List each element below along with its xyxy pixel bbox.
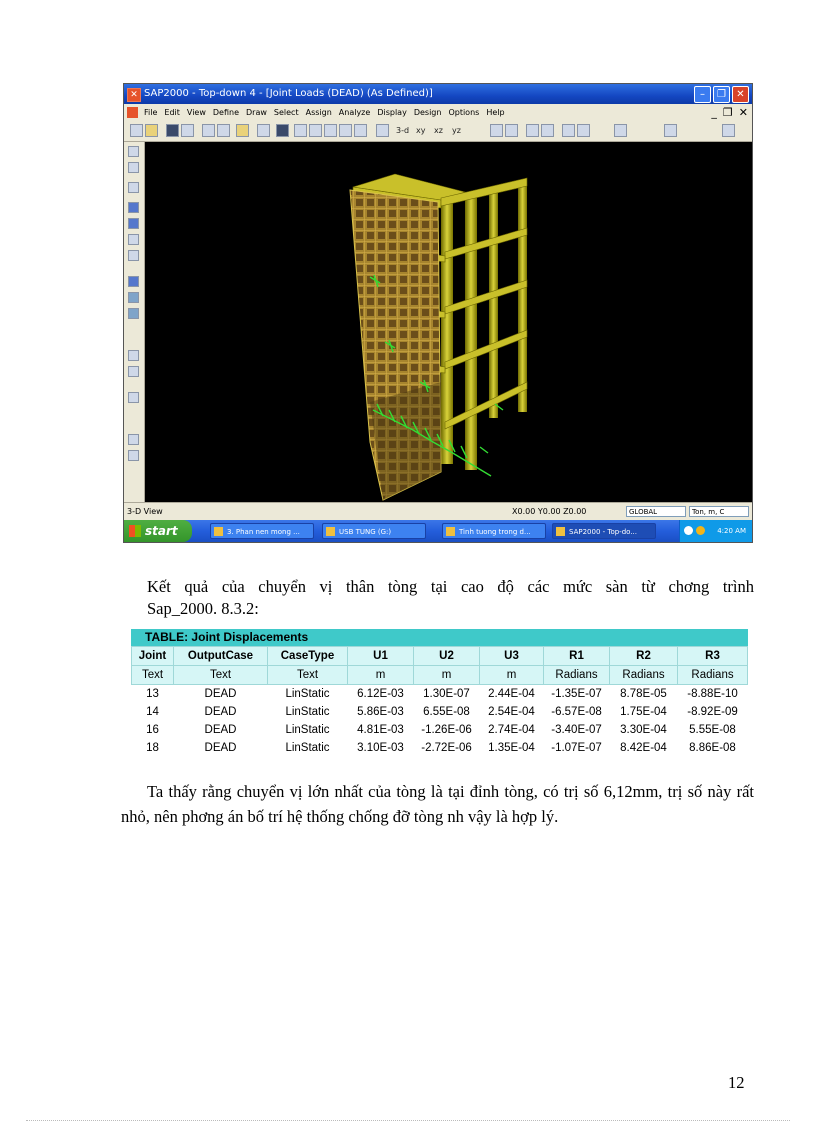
table-cell: DEAD bbox=[174, 721, 268, 739]
unit-cell: Text bbox=[174, 666, 268, 685]
intro-paragraph bbox=[147, 576, 754, 620]
draw-link-icon[interactable] bbox=[128, 250, 139, 261]
joint-displacements-table bbox=[131, 629, 748, 757]
clear-select-icon[interactable] bbox=[128, 392, 139, 403]
menu-design[interactable]: Design bbox=[413, 108, 442, 117]
table-cell: 2.54E-04 bbox=[480, 703, 544, 721]
col-header: Joint bbox=[132, 647, 174, 666]
table-cell: 4.81E-03 bbox=[348, 721, 414, 739]
open-folder-icon[interactable] bbox=[145, 124, 158, 137]
table-cell: 3.10E-03 bbox=[348, 739, 414, 757]
col-header: OutputCase bbox=[174, 647, 268, 666]
undo-icon[interactable] bbox=[202, 124, 215, 137]
window-title: SAP2000 - Top-down 4 - [Joint Loads (DEAD) (As Defined)] bbox=[144, 88, 433, 99]
table-cell: LinStatic bbox=[268, 703, 348, 721]
view-xz-button[interactable]: xz bbox=[434, 126, 443, 135]
table-cell: -2.72E-06 bbox=[414, 739, 480, 757]
toolbar-overflow-icon[interactable] bbox=[614, 124, 627, 137]
view-yz-button[interactable]: yz bbox=[452, 126, 461, 135]
table-units-row bbox=[132, 666, 748, 685]
table-row bbox=[132, 703, 748, 721]
menu-edit[interactable]: Edit bbox=[164, 108, 180, 117]
table-row bbox=[132, 721, 748, 739]
taskbar-item[interactable]: USB TUNG (G:) bbox=[322, 523, 426, 539]
page-number: 12 bbox=[728, 1073, 745, 1092]
draw-frame-icon[interactable] bbox=[128, 202, 139, 213]
table-cell: DEAD bbox=[174, 685, 268, 704]
status-bar bbox=[124, 502, 752, 521]
draw-brace-icon[interactable] bbox=[128, 234, 139, 245]
tray-volume-icon[interactable] bbox=[696, 526, 705, 535]
folder-icon bbox=[214, 527, 223, 536]
table-cell: 2.74E-04 bbox=[480, 721, 544, 739]
table-cell: 3.30E-04 bbox=[610, 721, 678, 739]
table-cell: 1.75E-04 bbox=[610, 703, 678, 721]
menu-select[interactable]: Select bbox=[273, 108, 299, 117]
previous-select-icon[interactable] bbox=[128, 366, 139, 377]
windows-taskbar bbox=[124, 520, 752, 542]
table-cell: LinStatic bbox=[268, 721, 348, 739]
maximize-icon[interactable]: ❐ bbox=[713, 86, 730, 103]
unit-cell: Radians bbox=[678, 666, 748, 685]
table-cell: 8.86E-08 bbox=[678, 739, 748, 757]
move-down-icon[interactable] bbox=[541, 124, 554, 137]
table-cell: 1.30E-07 bbox=[414, 685, 480, 704]
table-cell: -3.40E-07 bbox=[544, 721, 610, 739]
units-select[interactable]: Ton, m, C bbox=[689, 506, 749, 517]
word-doc-icon bbox=[446, 527, 455, 536]
main-toolbar bbox=[124, 121, 752, 142]
menu-analyze[interactable]: Analyze bbox=[338, 108, 371, 117]
set-elements-icon[interactable] bbox=[577, 124, 590, 137]
object-shrink-icon[interactable] bbox=[562, 124, 575, 137]
table-cell: LinStatic bbox=[268, 685, 348, 704]
taskbar-item[interactable]: SAP2000 - Top-do... bbox=[552, 523, 656, 539]
draw-rect-area-icon[interactable] bbox=[128, 292, 139, 303]
redo-icon[interactable] bbox=[217, 124, 230, 137]
coordinate-system-select[interactable]: GLOBAL bbox=[626, 506, 686, 517]
unit-cell: m bbox=[414, 666, 480, 685]
zoom-window-icon[interactable] bbox=[294, 124, 307, 137]
menu-options[interactable]: Options bbox=[448, 108, 480, 117]
sap2000-screenshot bbox=[123, 83, 753, 543]
table-row bbox=[132, 739, 748, 757]
col-header: R2 bbox=[610, 647, 678, 666]
mdi-minimize-icon[interactable]: _ bbox=[711, 106, 717, 119]
toolbar-overflow-3-icon[interactable] bbox=[722, 124, 735, 137]
reshape-icon[interactable] bbox=[128, 162, 139, 173]
quick-draw-frame-icon[interactable] bbox=[128, 218, 139, 229]
status-coordinates: X0.00 Y0.00 Z0.00 bbox=[512, 507, 587, 516]
pencil-icon[interactable] bbox=[236, 124, 249, 137]
rotate-icon[interactable] bbox=[490, 124, 503, 137]
table-cell: -8.92E-09 bbox=[678, 703, 748, 721]
col-header: R1 bbox=[544, 647, 610, 666]
menu-display[interactable]: Display bbox=[377, 108, 407, 117]
table-cell: 18 bbox=[132, 739, 174, 757]
taskbar-item[interactable]: Tinh tuong trong d... bbox=[442, 523, 546, 539]
col-header: U3 bbox=[480, 647, 544, 666]
unit-cell: m bbox=[348, 666, 414, 685]
menu-assign[interactable]: Assign bbox=[305, 108, 332, 117]
print-icon[interactable] bbox=[181, 124, 194, 137]
intro-line-2: Sap_2000. 8.3.2: bbox=[147, 599, 259, 618]
pan-icon[interactable] bbox=[354, 124, 367, 137]
table-cell: DEAD bbox=[174, 739, 268, 757]
menu-draw[interactable]: Draw bbox=[246, 108, 267, 117]
select-all-icon[interactable] bbox=[128, 350, 139, 361]
intro-line-1: Kết quả của chuyển vị thân tòng tại cao độ các mức sàn từ chơng trình bbox=[147, 577, 754, 596]
windows-logo-icon bbox=[129, 525, 141, 537]
table-cell: 16 bbox=[132, 721, 174, 739]
start-label: start bbox=[145, 524, 178, 538]
close-icon[interactable]: ✕ bbox=[732, 86, 749, 103]
table-title: TABLE: Joint Displacements bbox=[131, 629, 748, 646]
new-file-icon[interactable] bbox=[130, 124, 143, 137]
table-cell: -1.35E-07 bbox=[544, 685, 610, 704]
sap2000-app-icon: ✕ bbox=[127, 88, 141, 102]
perspective-icon[interactable] bbox=[505, 124, 518, 137]
table-cell: 14 bbox=[132, 703, 174, 721]
col-header: R3 bbox=[678, 647, 748, 666]
document-icon bbox=[127, 107, 138, 118]
run-analysis-icon[interactable] bbox=[276, 124, 289, 137]
table-cell: -1.26E-06 bbox=[414, 721, 480, 739]
zoom-out-icon[interactable] bbox=[339, 124, 352, 137]
table-cell: 8.78E-05 bbox=[610, 685, 678, 704]
table-cell: 5.86E-03 bbox=[348, 703, 414, 721]
move-up-icon[interactable] bbox=[526, 124, 539, 137]
refresh-view-icon[interactable] bbox=[376, 124, 389, 137]
zoom-in-icon[interactable] bbox=[324, 124, 337, 137]
view-xy-button[interactable]: xy bbox=[416, 126, 426, 135]
start-button[interactable] bbox=[124, 520, 192, 542]
tray-network-icon[interactable] bbox=[684, 526, 693, 535]
table-cell: 2.44E-04 bbox=[480, 685, 544, 704]
unit-cell: m bbox=[480, 666, 544, 685]
save-icon[interactable] bbox=[166, 124, 179, 137]
draw-area-icon[interactable] bbox=[128, 276, 139, 287]
zoom-restore-icon[interactable] bbox=[309, 124, 322, 137]
side-toolbar bbox=[124, 142, 145, 502]
menu-help[interactable]: Help bbox=[486, 108, 505, 117]
formwork-model-drawing bbox=[145, 142, 752, 502]
table-cell: 6.12E-03 bbox=[348, 685, 414, 704]
snap-points-icon[interactable] bbox=[128, 434, 139, 445]
model-3d-viewport[interactable] bbox=[145, 142, 752, 502]
col-header: CaseType bbox=[268, 647, 348, 666]
table-cell: 13 bbox=[132, 685, 174, 704]
menu-view[interactable]: View bbox=[186, 108, 206, 117]
menu-file[interactable]: File bbox=[144, 108, 158, 117]
toolbar-overflow-2-icon[interactable] bbox=[664, 124, 677, 137]
lock-icon[interactable] bbox=[257, 124, 270, 137]
table-cell: DEAD bbox=[174, 703, 268, 721]
menu-define[interactable]: Define bbox=[212, 108, 239, 117]
table-cell: 6.55E-08 bbox=[414, 703, 480, 721]
table-cell: -6.57E-08 bbox=[544, 703, 610, 721]
system-tray bbox=[679, 520, 752, 542]
sap2000-icon bbox=[556, 527, 565, 536]
draw-point-icon[interactable] bbox=[128, 182, 139, 193]
quick-draw-area-icon[interactable] bbox=[128, 308, 139, 319]
table-cell: 5.55E-08 bbox=[678, 721, 748, 739]
col-header: U1 bbox=[348, 647, 414, 666]
col-header: U2 bbox=[414, 647, 480, 666]
unit-cell: Radians bbox=[544, 666, 610, 685]
table-cell: -8.88E-10 bbox=[678, 685, 748, 704]
taskbar-item[interactable]: 3. Phan nen mong ... bbox=[210, 523, 314, 539]
page-bottom-divider bbox=[26, 1120, 790, 1121]
table-cell: LinStatic bbox=[268, 739, 348, 757]
minimize-icon[interactable]: – bbox=[694, 86, 711, 103]
window-titlebar bbox=[124, 84, 752, 104]
mdi-restore-icon[interactable]: ❐ bbox=[722, 106, 733, 119]
unit-cell: Text bbox=[268, 666, 348, 685]
unit-cell: Text bbox=[132, 666, 174, 685]
drive-icon bbox=[326, 527, 335, 536]
table-cell: 8.42E-04 bbox=[610, 739, 678, 757]
snap-ends-icon[interactable] bbox=[128, 450, 139, 461]
unit-cell: Radians bbox=[610, 666, 678, 685]
table-row bbox=[132, 685, 748, 704]
conclusion-paragraph: Ta thấy rằng chuyển vị lớn nhất của tòng là tại đỉnh tòng, có trị số 6,12mm, trị số này rất nhỏ, nên phơng án bố trí hệ thống chống đỡ tòng nh vậy là hợp lý. bbox=[121, 782, 754, 826]
menu-bar bbox=[124, 104, 752, 121]
table-cell: 1.35E-04 bbox=[480, 739, 544, 757]
pointer-icon[interactable] bbox=[128, 146, 139, 157]
mdi-close-icon[interactable]: ✕ bbox=[738, 106, 748, 119]
tray-clock: 4:20 AM bbox=[717, 527, 746, 535]
view-3d-button[interactable]: 3-d bbox=[396, 126, 410, 135]
table-header-row bbox=[132, 647, 748, 666]
status-view-label: 3-D View bbox=[127, 507, 163, 516]
table-cell: -1.07E-07 bbox=[544, 739, 610, 757]
